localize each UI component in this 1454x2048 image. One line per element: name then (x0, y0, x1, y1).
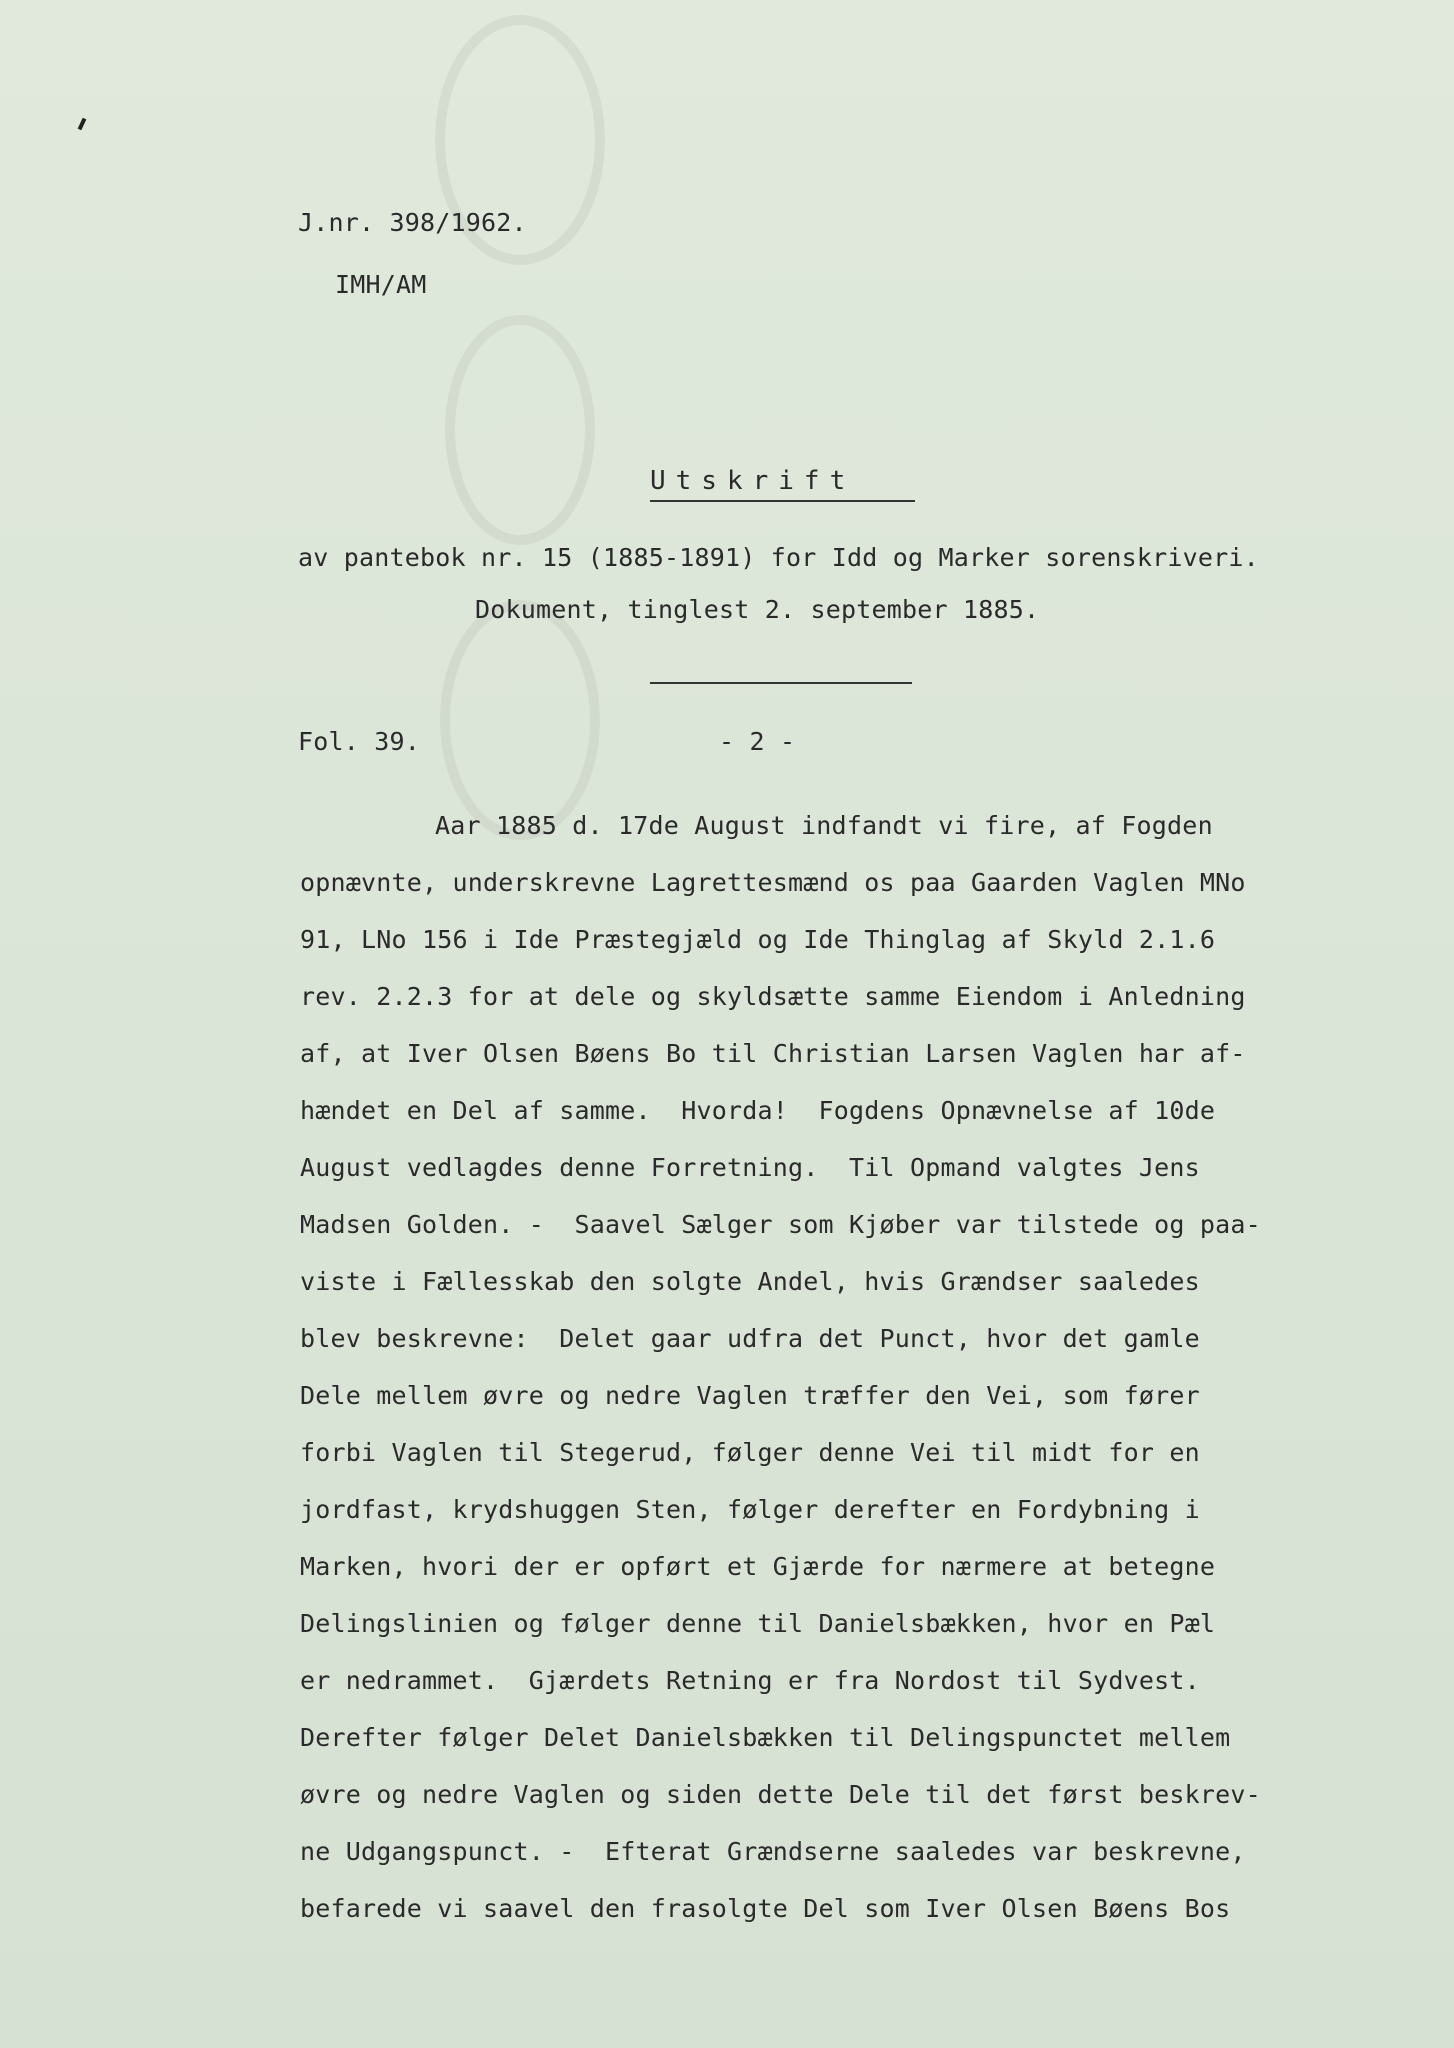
body-line: blev beskrevne: Delet gaar udfra det Punct, hvor det gamle (300, 1324, 1200, 1353)
body-line: viste i Fællesskab den solgte Andel, hvis Grændser saaledes (300, 1267, 1200, 1296)
body-line: Delingslinien og følger denne til Danielsbækken, hvor en Pæl (300, 1609, 1216, 1638)
folio-number: Fol. 39. (298, 727, 421, 756)
body-line: Derefter følger Delet Danielsbækken til Delingspunctet mellem (300, 1723, 1231, 1752)
ink-mark (78, 118, 87, 131)
subtitle-line-2: Dokument, tinglest 2. september 1885. (475, 595, 1040, 624)
body-line: opnævnte, underskrevne Lagrettesmænd os paa Gaarden Vaglen MNo (300, 868, 1246, 897)
journal-number: J.nr. 398/1962. (298, 208, 527, 237)
body-line: befarede vi saavel den frasolgte Del som Iver Olsen Bøens Bos (300, 1894, 1231, 1923)
body-line: 91, LNo 156 i Ide Præstegjæld og Ide Thinglag af Skyld 2.1.6 (300, 925, 1216, 954)
body-line: Marken, hvori der er opført et Gjærde for nærmere at betegne (300, 1552, 1216, 1581)
document-title: Utskrift (650, 466, 856, 496)
separator-rule (650, 682, 912, 684)
body-line: Dele mellem øvre og nedre Vaglen træffer den Vei, som fører (300, 1381, 1200, 1410)
body-line: hændet en Del af samme. Hvorda! Fogdens Opnævnelse af 10de (300, 1096, 1216, 1125)
body-line: ne Udgangspunct. - Efterat Grændserne saaledes var beskrevne, (300, 1837, 1246, 1866)
body-line: af, at Iver Olsen Bøens Bo til Christian Larsen Vaglen har af- (300, 1039, 1246, 1068)
body-line: August vedlagdes denne Forretning. Til Opmand valgtes Jens (300, 1153, 1200, 1182)
body-line: øvre og nedre Vaglen og siden dette Dele til det først beskrev- (300, 1780, 1261, 1809)
initials: IMH/AM (335, 270, 427, 299)
page-number: - 2 - (719, 727, 796, 756)
body-line: Aar 1885 d. 17de August indfandt vi fire, af Fogden (435, 811, 1213, 840)
body-line: forbi Vaglen til Stegerud, følger denne Vei til midt for en (300, 1438, 1200, 1467)
body-line: er nedrammet. Gjærdets Retning er fra Nordost til Sydvest. (300, 1666, 1200, 1695)
body-line: Madsen Golden. - Saavel Sælger som Kjøber var tilstede og paa- (300, 1210, 1261, 1239)
title-underline (650, 500, 915, 502)
body-line: jordfast, krydshuggen Sten, følger derefter en Fordybning i (300, 1495, 1200, 1524)
body-line: rev. 2.2.3 for at dele og skyldsætte samme Eiendom i Anledning (300, 982, 1246, 1011)
subtitle-line-1: av pantebok nr. 15 (1885-1891) for Idd og Marker sorenskriveri. (298, 543, 1259, 572)
